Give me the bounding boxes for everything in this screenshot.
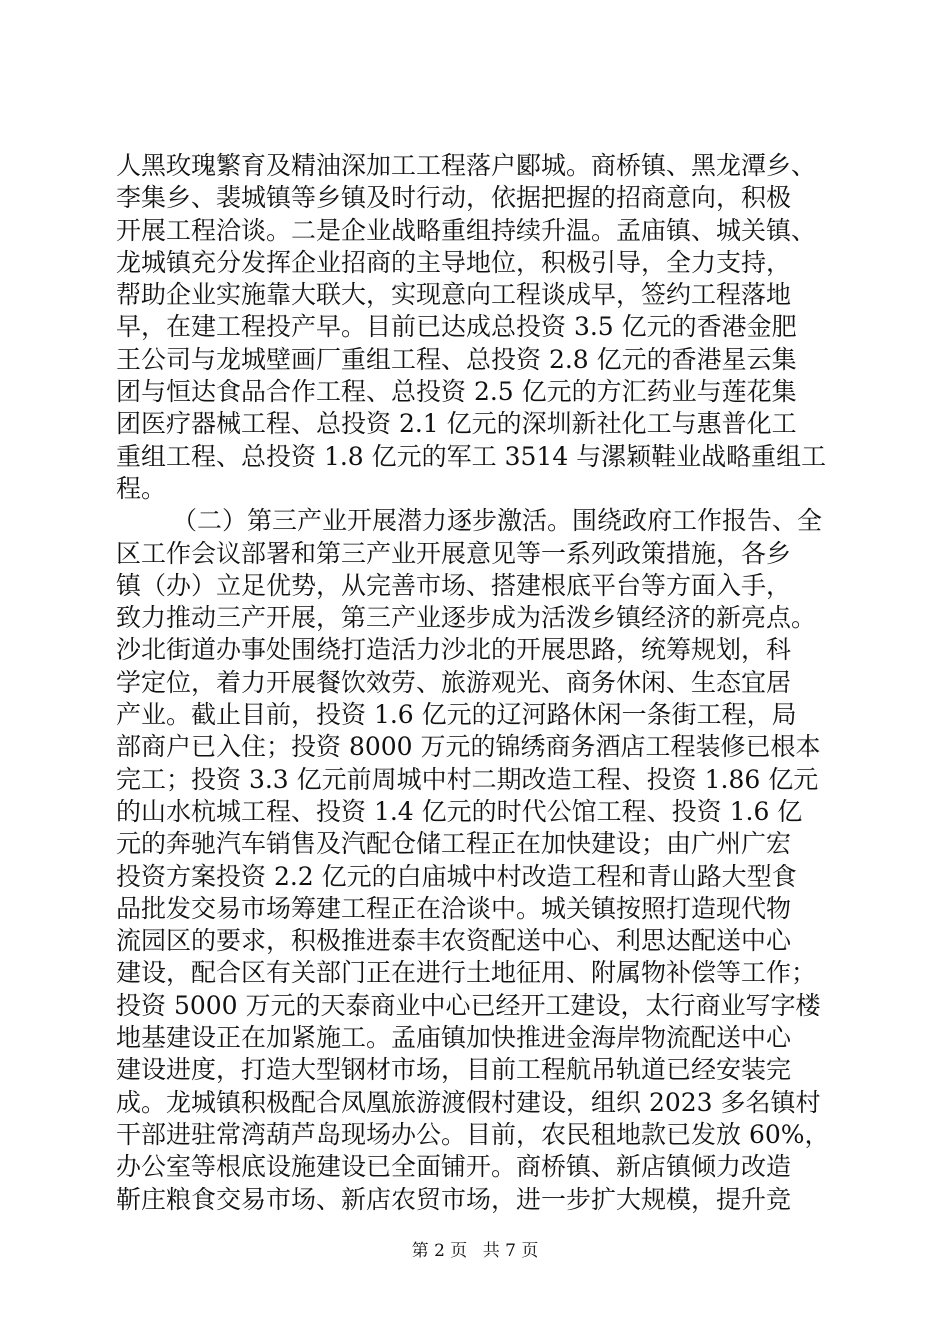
text-line: 沙北街道办事处围绕打造活力沙北的开展思路，统筹规划，科 — [116, 635, 792, 665]
text-line: 品批发交易市场筹建工程正在洽谈中。城关镇按照打造现代物 — [116, 893, 792, 923]
text-line: 办公室等根底设施建设已全面铺开。商桥镇、新店镇倾力改造 — [116, 1152, 792, 1182]
text-line: 龙城镇充分发挥企业招商的主导地位，积极引导，全力支持， — [116, 247, 792, 277]
text-line: 成。龙城镇积极配合凤凰旅游渡假村建设，组织 2023 多名镇村 — [116, 1087, 821, 1117]
text-line: 早，在建工程投产早。目前已达成总投资 3.5 亿元的香港金肥 — [116, 312, 797, 342]
text-line: 完工；投资 3.3 亿元前周城中村二期改造工程、投资 1.86 亿元 — [116, 764, 819, 794]
page-number: 第 2 页 — [411, 1241, 468, 1261]
text-line: 程。 — [116, 473, 167, 503]
text-line: 镇（办）立足优势，从完善市场、搭建根底平台等方面入手， — [116, 570, 792, 600]
text-line: 开展工程洽谈。二是企业战略重组持续升温。孟庙镇、城关镇、 — [116, 215, 817, 245]
text-line: 投资 5000 万元的天泰商业中心已经开工建设，太行商业写字楼 — [116, 990, 821, 1020]
text-line: 区工作会议部署和第三产业开展意见等一系列政策措施，各乡 — [116, 538, 792, 568]
text-line: 建设进度，打造大型钢材市场，目前工程航吊轨道已经安装完 — [116, 1055, 792, 1085]
text-line: 团医疗器械工程、总投资 2.1 亿元的深圳新社化工与惠普化工 — [116, 409, 797, 439]
text-line: 地基建设正在加紧施工。孟庙镇加快推进金海岸物流配送中心 — [116, 1023, 792, 1053]
text-line: 王公司与龙城壁画厂重组工程、总投资 2.8 亿元的香港星云集 — [116, 344, 797, 374]
text-line: 产业。截止目前，投资 1.6 亿元的辽河路休闲一条街工程，局 — [116, 700, 797, 730]
page-footer — [0, 1241, 950, 1261]
text-line: 重组工程、总投资 1.8 亿元的军工 3514 与漯颖鞋业战略重组工 — [116, 441, 827, 471]
text-line: 元的奔驰汽车销售及汽配仓储工程正在加快建设；由广州广宏 — [116, 829, 792, 859]
text-line: 投资方案投资 2.2 亿元的白庙城中村改造工程和青山路大型食 — [116, 861, 797, 891]
text-line: 团与恒达食品合作工程、总投资 2.5 亿元的方汇药业与莲花集 — [116, 377, 797, 407]
section-heading-line: （二）第三产业开展潜力逐步激活。围绕政府工作报告、全 — [172, 506, 823, 536]
page-total: 共 7 页 — [482, 1241, 539, 1261]
text-line: 的山水杭城工程、投资 1.4 亿元的时代公馆工程、投资 1.6 亿 — [116, 796, 803, 826]
text-line: 人黑玫瑰繁育及精油深加工工程落户郾城。商桥镇、黑龙潭乡、 — [116, 151, 817, 180]
text-line: 帮助企业实施靠大联大，实现意向工程谈成早，签约工程落地 — [116, 280, 792, 310]
text-line: 学定位，着力开展餐饮效劳、旅游观光、商务休闲、生态宜居 — [116, 667, 792, 697]
body-text — [116, 150, 836, 1216]
text-line: 致力推动三产开展，第三产业逐步成为活泼乡镇经济的新亮点。 — [116, 603, 817, 633]
text-line: 李集乡、裴城镇等乡镇及时行动，依据把握的招商意向，积极 — [116, 183, 792, 213]
text-line: 靳庄粮食交易市场、新店农贸市场，进一步扩大规模，提升竞 — [116, 1184, 792, 1214]
text-line: 干部进驻常湾葫芦岛现场办公。目前，农民租地款已发放 60%， — [116, 1119, 830, 1149]
text-line: 流园区的要求，积极推进泰丰农资配送中心、利思达配送中心 — [116, 926, 792, 956]
text-line: 建设，配合区有关部门正在进行土地征用、附属物补偿等工作； — [116, 958, 817, 988]
text-line: 部商户已入住；投资 8000 万元的锦绣商务酒店工程装修已根本 — [116, 732, 821, 762]
